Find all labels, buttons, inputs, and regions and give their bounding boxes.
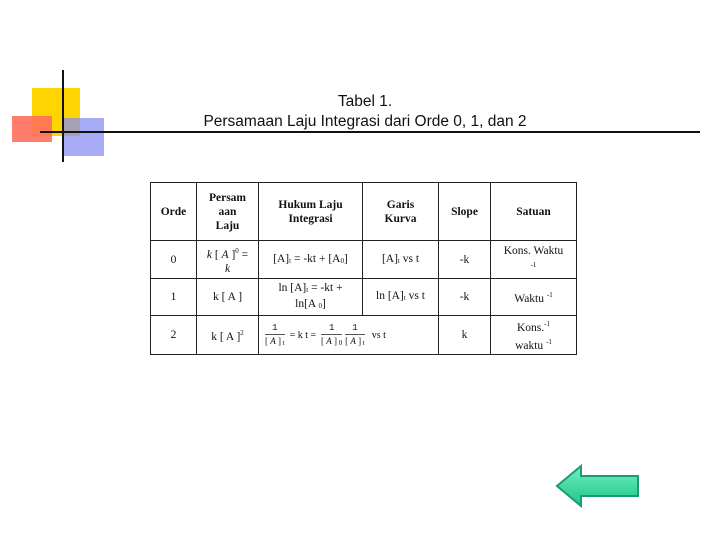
decor-vertical-line [62,70,64,162]
table-row [151,279,577,316]
cell-slope: k [439,316,491,355]
cell-hukum-laju: $\frac{1}{[ A ] t}$ = k t = $\frac{1}{[ A ] 0}$ $\frac{1}{[ A ] t}$ vs t [259,316,439,355]
cell-satuan: Kons.$^{-1}$ waktu $^{-1}$ [491,316,577,355]
table-row [151,316,577,355]
cell-slope: -k [439,241,491,279]
rate-law-table [150,182,577,355]
title-line-1: Tabel 1. [337,93,393,110]
cell-slope: -k [439,279,491,316]
cell-orde: 1 [151,279,197,316]
decor-red-square [12,116,52,142]
cell-hukum-laju: [A]t = -kt + [A0] [259,241,363,279]
header-persamaan-laju: Persam aan Laju [197,183,259,241]
cell-persamaan-laju: k [ A ]$^2$ [197,316,259,355]
header-hukum-laju: Hukum Laju Integrasi [259,183,363,241]
table-row [151,241,577,279]
cell-orde: 0 [151,241,197,279]
header-slope: Slope [439,183,491,241]
back-arrow-icon [555,464,641,508]
cell-hukum-laju: ln [A]t = -kt + ln[A 0] [259,279,363,316]
slide-title [150,92,580,132]
cell-orde: 2 [151,316,197,355]
header-orde: Orde [151,183,197,241]
cell-persamaan-laju: k [ A ]$^0$ = k [197,241,259,279]
cell-garis-kurva: [A]t vs t [363,241,439,279]
cell-satuan: Waktu $^{-1}$ [491,279,577,316]
back-button[interactable] [555,464,641,513]
cell-garis-kurva: ln [A]t vs t [363,279,439,316]
fraction-1-over-At: $\frac{1}{[ A ] t}$ [265,322,285,347]
cell-persamaan-laju: k [ A ] [197,279,259,316]
decor-blue-square [62,118,104,156]
header-satuan: Satuan [491,183,577,241]
fraction-1-over-A0: $\frac{1}{[ A ] 0}$ [321,322,343,347]
fraction-1-over-At-2: $\frac{1}{[ A ] t}$ [345,322,365,347]
title-line-2: Persamaan Laju Integrasi dari Orde 0, 1, dan 2 [203,113,527,130]
cell-satuan: Kons. Waktu $^{-1}$ [491,241,577,279]
header-row [151,183,577,241]
header-garis-kurva: Garis Kurva [363,183,439,241]
